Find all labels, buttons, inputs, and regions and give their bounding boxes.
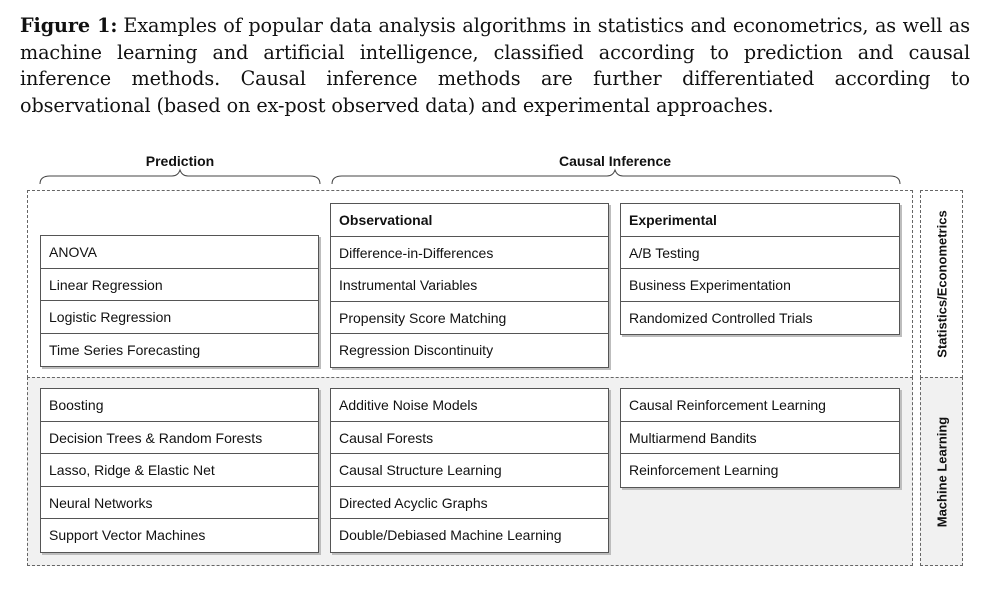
method-item: Causal Forests [331,422,608,455]
prediction-heading: Prediction [145,153,215,169]
method-item: Linear Regression [41,269,318,302]
statistics-row-label-box [920,190,963,378]
caption-text: Examples of popular data analysis algorithms in statistics and econometrics, as well as machine learning and artificial intelligence, classified according to prediction and causal inference methods. Causal inference methods are further differentiated according to observational (based on ex-post observed data) and experimental approaches. [20,14,970,117]
method-item: A/B Testing [621,237,899,270]
causal-inference-heading: Causal Inference [558,153,672,169]
method-item: Logistic Regression [41,301,318,334]
ml-experimental-box [620,388,900,488]
method-item: Additive Noise Models [331,389,608,422]
method-item: Business Experimentation [621,269,899,302]
experimental-header: Experimental [621,204,899,237]
method-item: Double/Debiased Machine Learning [339,527,562,543]
method-item: Randomized Controlled Trials [629,309,813,326]
method-item: Multiarmend Bandits [621,422,899,455]
machine-learning-row-label-box [920,377,963,566]
ml-observational-box [330,388,609,553]
stats-observational-box [330,203,609,368]
method-item: Causal Reinforcement Learning [621,389,899,422]
method-item: Directed Acyclic Graphs [331,487,608,520]
method-item: Propensity Score Matching [331,302,608,335]
method-item: Reinforcement Learning [629,462,779,478]
method-item: Causal Structure Learning [331,454,608,487]
statistics-row-label: Statistics/Econometrics [934,210,949,358]
figure-label: Figure 1: [20,14,118,37]
method-item: Lasso, Ridge & Elastic Net [41,454,318,487]
stats-experimental-box [620,203,900,335]
method-item: Instrumental Variables [331,269,608,302]
method-item: Support Vector Machines [49,527,206,543]
prediction-brace [40,170,320,184]
causal-inference-brace [332,170,900,184]
method-item: Decision Trees & Random Forests [41,422,318,455]
method-item: Difference-in-Differences [331,237,608,270]
stats-prediction-box [40,235,319,367]
ml-prediction-box [40,388,319,553]
method-item: Neural Networks [41,487,318,520]
observational-header: Observational [331,204,608,237]
method-item: Boosting [41,389,318,422]
method-item: Time Series Forecasting [49,341,201,358]
machine-learning-row-label: Machine Learning [934,416,949,527]
method-item: Regression Discontinuity [339,342,494,358]
method-item: ANOVA [41,236,318,269]
group-braces [0,0,982,200]
